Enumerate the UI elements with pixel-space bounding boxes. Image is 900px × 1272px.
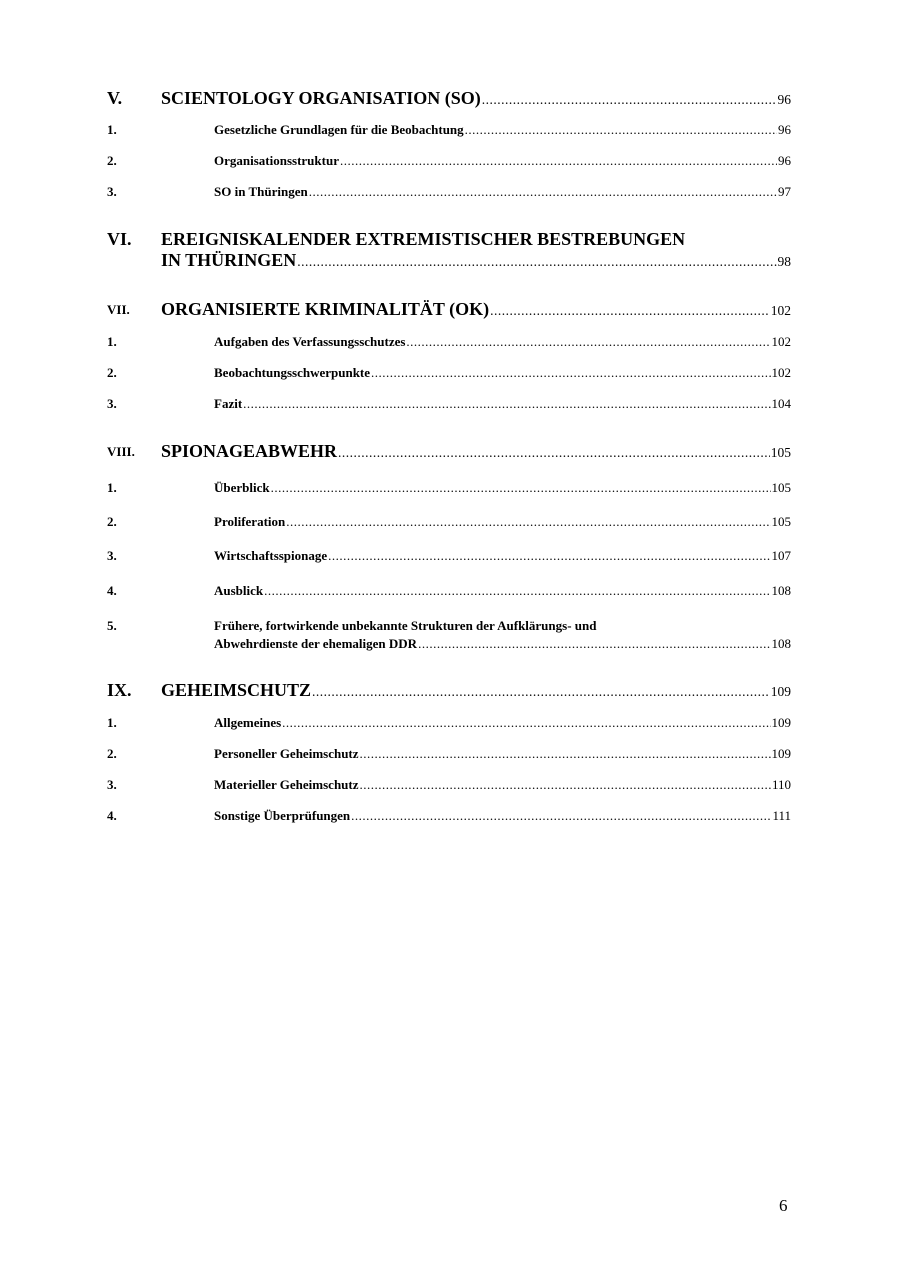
toc-section[interactable] bbox=[107, 122, 791, 142]
toc-section[interactable] bbox=[107, 480, 791, 500]
page-ref: 109 bbox=[771, 715, 791, 730]
leader-dots bbox=[406, 334, 770, 350]
section-number: 2. bbox=[107, 365, 117, 380]
section-title: Fazit bbox=[214, 396, 243, 411]
chapter-title: GEHEIMSCHUTZ bbox=[161, 680, 312, 700]
page-ref: 104 bbox=[771, 396, 791, 411]
toc-section[interactable] bbox=[107, 808, 791, 828]
page-ref: 111 bbox=[772, 808, 791, 823]
leader-dots bbox=[282, 715, 770, 731]
page-ref: 105 bbox=[771, 480, 791, 495]
section-number: 2. bbox=[107, 153, 117, 168]
chapter-number: VIII. bbox=[107, 444, 135, 459]
chapter-title: IN THÜRINGEN bbox=[161, 250, 297, 270]
leader-dots bbox=[371, 365, 770, 381]
page-ref: 105 bbox=[771, 514, 791, 529]
toc-section[interactable] bbox=[107, 334, 791, 354]
section-number: 4. bbox=[107, 583, 117, 598]
page-ref: 108 bbox=[771, 636, 791, 651]
section-title: Beobachtungsschwerpunkte bbox=[214, 365, 371, 380]
leader-dots bbox=[338, 445, 770, 461]
chapter-title: SCIENTOLOGY ORGANISATION (SO) bbox=[161, 88, 481, 108]
chapter-title: SPIONAGEABWEHR bbox=[161, 441, 338, 461]
leader-dots bbox=[264, 583, 770, 599]
chapter-number: V. bbox=[107, 88, 123, 108]
toc-chapter-vi[interactable] bbox=[107, 229, 791, 270]
section-title: Abwehrdienste der ehemaligen DDR bbox=[214, 636, 418, 651]
section-title: Materieller Geheimschutz bbox=[214, 777, 359, 792]
leader-dots bbox=[340, 153, 777, 169]
section-number: 1. bbox=[107, 480, 117, 495]
section-number: 1. bbox=[107, 715, 117, 730]
section-title-line1: Frühere, fortwirkende unbekannte Strukturen der Aufklärungs- und bbox=[214, 618, 597, 633]
section-title: SO in Thüringen bbox=[214, 184, 308, 199]
page-ref: 97 bbox=[778, 184, 791, 199]
leader-dots bbox=[243, 396, 770, 412]
leader-dots bbox=[309, 184, 777, 200]
leader-dots bbox=[351, 808, 771, 824]
chapter-title-line1: EREIGNISKALENDER EXTREMISTISCHER BESTREBUNGEN bbox=[161, 229, 686, 249]
page-ref: 107 bbox=[771, 548, 791, 563]
leader-dots bbox=[312, 684, 770, 700]
leader-dots bbox=[482, 92, 777, 108]
page-ref: 109 bbox=[771, 746, 791, 761]
section-number: 3. bbox=[107, 184, 117, 199]
section-title: Proliferation bbox=[214, 514, 286, 529]
page-ref: 108 bbox=[771, 583, 791, 598]
toc-section[interactable] bbox=[107, 514, 791, 534]
page-number: 6 bbox=[779, 1196, 788, 1215]
page-ref: 110 bbox=[771, 777, 791, 792]
chapter-title: ORGANISIERTE KRIMINALITÄT (OK) bbox=[161, 299, 490, 319]
page-ref: 102 bbox=[771, 365, 791, 380]
section-title: Ausblick bbox=[214, 583, 264, 598]
toc-chapter-v[interactable] bbox=[107, 88, 791, 108]
leader-dots bbox=[465, 122, 777, 138]
page-ref: 102 bbox=[770, 303, 791, 318]
section-title: Gesetzliche Grundlagen für die Beobachtung bbox=[214, 122, 464, 137]
toc-section[interactable] bbox=[107, 548, 791, 568]
page-ref: 102 bbox=[771, 334, 791, 349]
section-number: 3. bbox=[107, 396, 117, 411]
leader-dots bbox=[286, 514, 770, 530]
leader-dots bbox=[297, 254, 776, 270]
section-title: Personeller Geheimschutz bbox=[214, 746, 359, 761]
section-number: 2. bbox=[107, 746, 117, 761]
section-title: Sonstige Überprüfungen bbox=[214, 808, 351, 823]
section-number: 4. bbox=[107, 808, 117, 823]
toc-section[interactable] bbox=[107, 153, 791, 173]
leader-dots bbox=[490, 303, 770, 319]
section-title: Überblick bbox=[214, 480, 270, 495]
section-number: 2. bbox=[107, 514, 117, 529]
toc-section[interactable] bbox=[107, 715, 791, 735]
chapter-number: IX. bbox=[107, 680, 132, 700]
toc-chapter-ix[interactable] bbox=[107, 680, 791, 700]
section-title: Organisationsstruktur bbox=[214, 153, 339, 168]
section-number: 3. bbox=[107, 548, 117, 563]
section-number: 1. bbox=[107, 122, 117, 137]
leader-dots bbox=[418, 636, 770, 652]
page-ref: 96 bbox=[778, 153, 791, 168]
toc-section[interactable] bbox=[107, 777, 791, 797]
chapter-number: VI. bbox=[107, 229, 132, 249]
leader-dots bbox=[271, 480, 771, 496]
chapter-number: VII. bbox=[107, 302, 130, 317]
toc-section[interactable] bbox=[107, 365, 791, 385]
section-title: Aufgaben des Verfassungsschutzes bbox=[214, 334, 406, 349]
page-ref: 96 bbox=[777, 92, 791, 107]
page-ref: 98 bbox=[777, 254, 791, 269]
leader-dots bbox=[328, 548, 770, 564]
toc-section[interactable] bbox=[107, 396, 791, 416]
toc-section[interactable] bbox=[107, 583, 791, 603]
toc-section[interactable] bbox=[107, 618, 791, 656]
toc-section[interactable] bbox=[107, 746, 791, 766]
leader-dots bbox=[360, 746, 771, 762]
page-ref: 105 bbox=[770, 445, 791, 460]
toc-section[interactable] bbox=[107, 184, 791, 204]
toc-chapter-vii[interactable] bbox=[107, 299, 791, 319]
section-number: 1. bbox=[107, 334, 117, 349]
page-ref: 109 bbox=[770, 684, 791, 699]
section-number: 5. bbox=[107, 618, 117, 633]
toc-chapter-viii[interactable] bbox=[107, 441, 791, 461]
section-number: 3. bbox=[107, 777, 117, 792]
section-title: Allgemeines bbox=[214, 715, 282, 730]
section-title: Wirtschaftsspionage bbox=[214, 548, 328, 563]
page-ref: 96 bbox=[778, 122, 791, 137]
leader-dots bbox=[360, 777, 771, 793]
